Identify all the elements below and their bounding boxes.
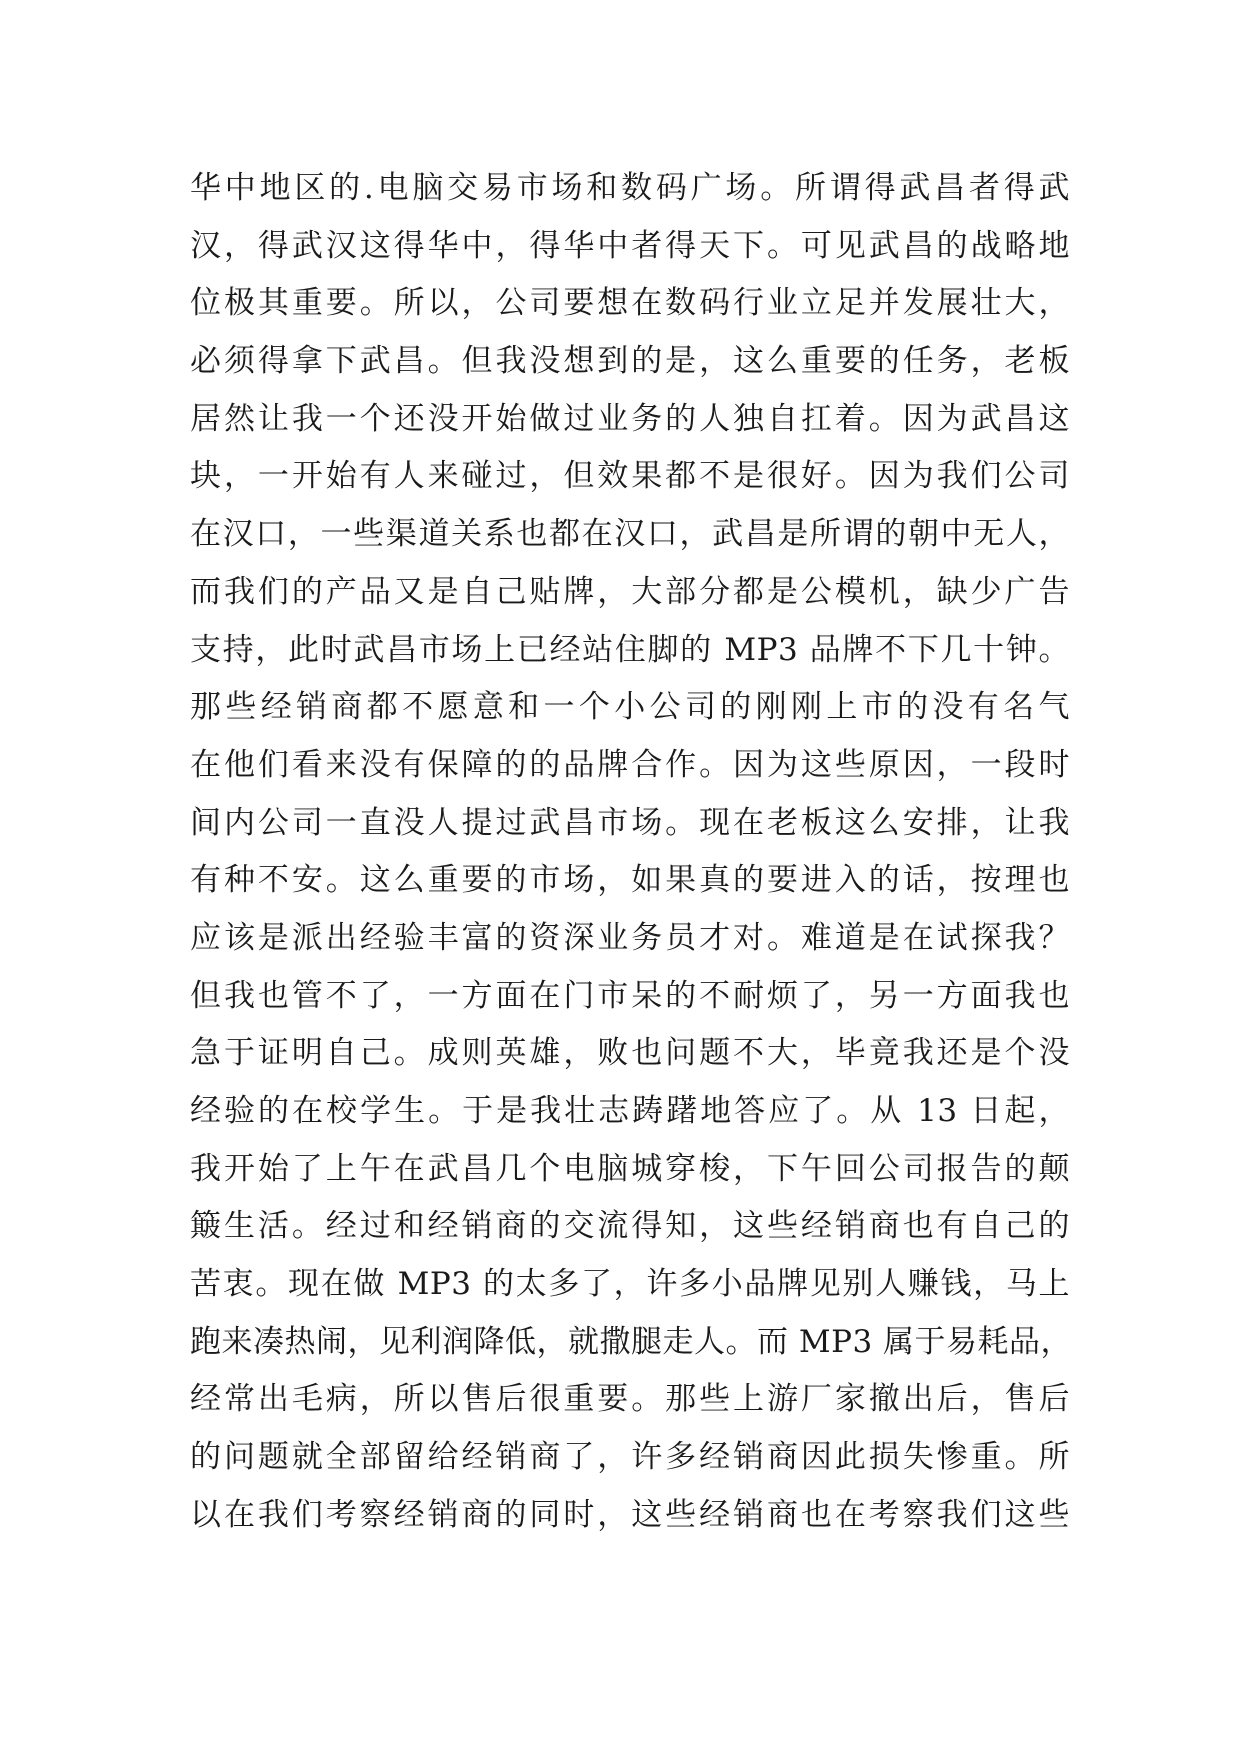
text-line: 支持，此时武昌市场上已经站住脚的 MP3 品牌不下几十钟。	[190, 631, 1070, 668]
text-line: 的问题就全部留给经销商了，许多经销商因此损失惨重。所	[190, 1439, 1070, 1476]
text-line: 而我们的产品又是自己贴牌，大部分都是公模机，缺少广告	[190, 573, 1070, 610]
body-text	[190, 160, 1073, 1545]
text-line: 必须得拿下武昌。但我没想到的是，这么重要的任务，老板	[190, 343, 1070, 380]
text-line: 急于证明自己。成则英雄，败也问题不大，毕竟我还是个没	[190, 1035, 1070, 1072]
text-line: 华中地区的.电脑交易市场和数码广场。所谓得武昌者得武	[190, 170, 1070, 206]
text-line: 以在我们考察经销商的同时，这些经销商也在考察我们这些	[190, 1496, 1070, 1533]
text-line: 应该是派出经验丰富的资深业务员才对。难道是在试探我？	[190, 919, 1070, 956]
text-line: 经验的在校学生。于是我壮志踌躇地答应了。从 13 日起，	[190, 1093, 1070, 1129]
text-line: 在汉口，一些渠道关系也都在汉口，武昌是所谓的朝中无人，	[190, 516, 1070, 553]
text-line: 位极其重要。所以，公司要想在数码行业立足并发展壮大，	[190, 285, 1070, 322]
text-line: 居然让我一个还没开始做过业务的人独自扛着。因为武昌这	[190, 400, 1070, 437]
text-line: 我开始了上午在武昌几个电脑城穿梭，下午回公司报告的颠	[190, 1150, 1070, 1187]
text-line: 但我也管不了，一方面在门市呆的不耐烦了，另一方面我也	[190, 977, 1070, 1014]
text-line: 苦衷。现在做 MP3 的太多了，许多小品牌见别人赚钱，马上	[190, 1266, 1070, 1303]
text-line: 跑来凑热闹，见利润降低，就撒腿走人。而 MP3 属于易耗品，	[190, 1323, 1073, 1360]
text-line: 块，一开始有人来碰过，但效果都不是很好。因为我们公司	[190, 458, 1070, 495]
text-line: 间内公司一直没人提过武昌市场。现在老板这么安排，让我	[190, 804, 1070, 841]
text-line: 汉，得武汉这得华中，得华中者得天下。可见武昌的战略地	[190, 227, 1070, 264]
text-line: 簸生活。经过和经销商的交流得知，这些经销商也有自己的	[190, 1208, 1070, 1245]
text-line: 那些经销商都不愿意和一个小公司的刚刚上市的没有名气	[190, 689, 1070, 726]
text-line: 经常出毛病，所以售后很重要。那些上游厂家撤出后，售后	[190, 1381, 1070, 1418]
text-line: 在他们看来没有保障的的品牌合作。因为这些原因，一段时	[190, 746, 1070, 783]
text-line: 有种不安。这么重要的市场，如果真的要进入的话，按理也	[190, 862, 1070, 899]
